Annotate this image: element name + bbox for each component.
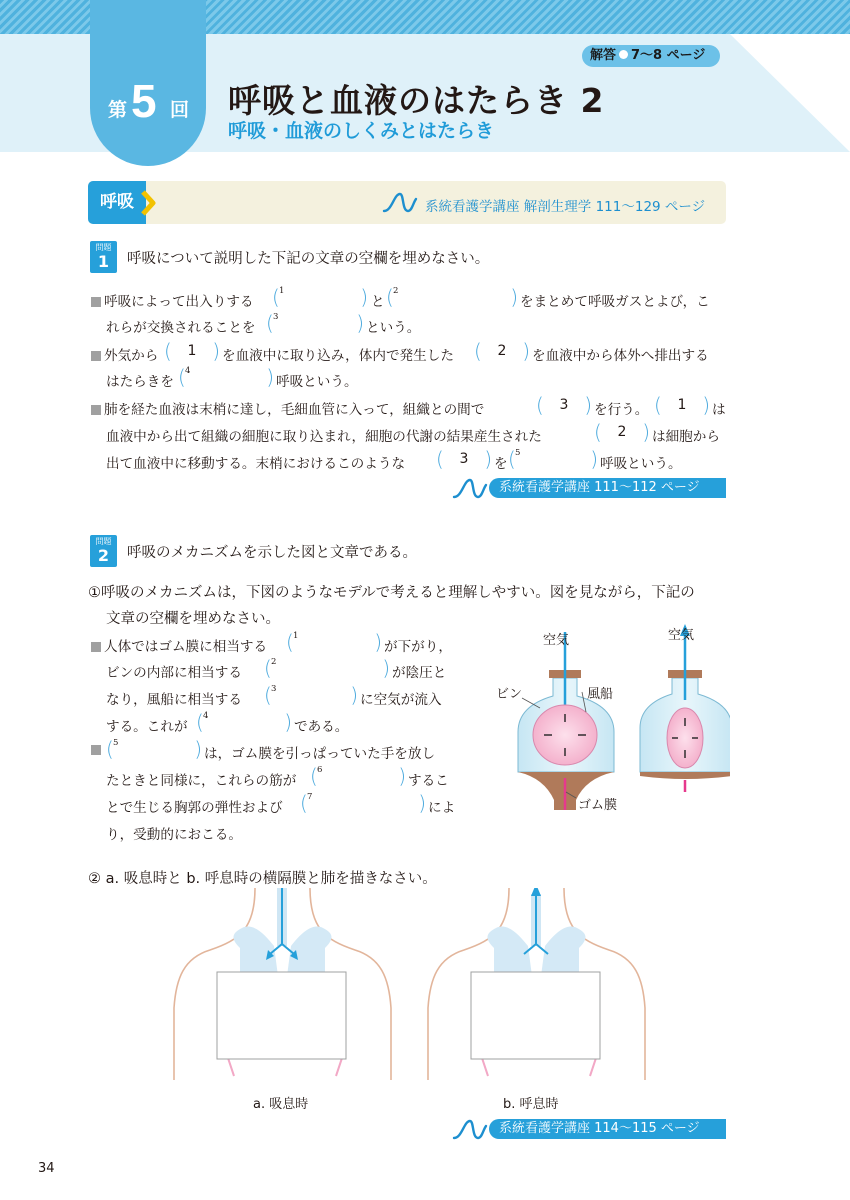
q1-p1-text: と <box>371 294 385 310</box>
answer-blank[interactable]: ( 5 ) <box>106 737 202 761</box>
q1-p3-line2: 血液中から出て組織の細胞に取り込まれ，細胞の代謝の結果産生された <box>106 429 542 445</box>
page-subtitle: 呼吸・血液のしくみとはたらき <box>228 120 495 142</box>
q1-p3-text: を行う。 <box>594 402 649 418</box>
answer-blank[interactable]: ( 4 ) <box>178 365 274 389</box>
question-number: 1 <box>97 252 110 271</box>
q1-p3-line3: 出て血液中に移動する。末梢におけるこのような <box>106 456 406 472</box>
caption-b: b. 呼息時 <box>503 1097 559 1112</box>
page-title: 呼吸と血液のはたらき 2 <box>228 81 605 120</box>
q2-text: は，ゴム膜を引っぱっていた手を放し <box>204 746 436 762</box>
question-2-tag <box>90 535 117 567</box>
reference-mark-icon <box>452 477 488 499</box>
bullet-square-icon <box>91 405 101 415</box>
chevron-right-icon <box>140 189 158 217</box>
q2-line7: とで生じる胸郭の弾性および <box>106 800 283 816</box>
q1-p2-text: を血液中から体外へ排出する <box>532 348 709 364</box>
answer-blank[interactable]: ( 2 ) <box>264 656 390 680</box>
label-air-in: 空気 <box>543 633 570 648</box>
bell-jar-model-figure <box>480 620 730 820</box>
answer-blank[interactable]: ( 7 ) <box>300 791 426 815</box>
section-label: 呼吸 <box>88 181 146 224</box>
bullet-square-icon <box>91 745 101 755</box>
q2-text: に空気が流入 <box>360 692 442 708</box>
label-balloon: 風船 <box>587 687 614 702</box>
q2-part2-instruction: ② a. 吸息時と b. 呼息時の横隔膜と肺を描きなさい。 <box>88 871 437 887</box>
q2-line3: なり，風船に相当する <box>106 692 242 708</box>
answer-blank[interactable]: ( 1 ) <box>654 393 710 417</box>
q1-p3-text: を <box>494 456 508 472</box>
lesson-number: 5 <box>131 75 157 127</box>
q1-reference: 系統看護学講座 111〜112 ページ <box>489 478 726 498</box>
bullet-square-icon <box>91 351 101 361</box>
answer-blank[interactable]: ( 2 ) <box>386 285 518 309</box>
q2-line4: する。これが <box>106 719 188 735</box>
answer-blank[interactable]: ( 3 ) <box>264 683 358 707</box>
label-air-out: 空気 <box>668 628 695 643</box>
answer-blank[interactable]: ( 3 ) <box>436 447 492 471</box>
lesson-badge <box>90 0 206 166</box>
question-2-prompt: 呼吸のメカニズムを示した図と文章である。 <box>127 545 417 561</box>
q2-text: が下がり， <box>384 639 452 655</box>
q2-line8: り，受動的におこる。 <box>106 827 242 843</box>
q1-p3-text: 呼吸という。 <box>600 456 682 472</box>
section-reference: 系統看護学講座 解剖生理学 111〜129 ページ <box>425 199 706 215</box>
q1-p1-line1: 呼吸によって出入りする <box>91 290 254 310</box>
caption-a: a. 吸息時 <box>253 1097 309 1112</box>
q2-part1-instruction-cont: 文章の空欄を埋めなさい。 <box>106 611 280 627</box>
question-number: 2 <box>97 546 110 565</box>
q1-p3-text: は <box>712 402 726 418</box>
q1-p1-text: という。 <box>366 320 421 336</box>
answer-blank[interactable]: ( 5 ) <box>508 447 598 471</box>
answer-blank[interactable]: ( 6 ) <box>310 764 406 788</box>
answer-blank[interactable]: ( 1 ) <box>164 339 220 363</box>
q1-p2-text: 呼吸という。 <box>276 374 358 390</box>
q1-p3-line1: 肺を経た血液は末梢に達し，毛細血管に入って，組織との間で <box>91 398 484 418</box>
question-1-tag <box>90 241 117 273</box>
q2-text: するこ <box>408 773 449 789</box>
q2-text: である。 <box>294 719 349 735</box>
bullet-square-icon <box>91 297 101 307</box>
question-tag-label: 問題 <box>95 537 112 546</box>
question-1-prompt: 呼吸について説明した下記の文章の空欄を埋めなさい。 <box>127 251 490 267</box>
torso-diagrams <box>170 888 730 1080</box>
q2-part1-instruction: ①呼吸のメカニズムは，下図のようなモデルで考えると理解しやすい。図を見ながら，下記の <box>88 585 695 601</box>
q2-text: によ <box>428 800 456 816</box>
answer-reference <box>582 45 720 67</box>
badge-suffix: 回 <box>170 99 190 121</box>
answer-pages: 7〜8 ページ <box>631 48 706 63</box>
torso-expiration <box>428 888 645 1080</box>
q1-p1-text: をまとめて呼吸ガスとよび，こ <box>520 294 710 310</box>
answer-blank[interactable]: ( 2 ) <box>594 420 650 444</box>
q2-line1: 人体ではゴム膜に相当する <box>91 635 267 655</box>
reference-mark-icon <box>382 191 418 213</box>
q2-line6: たときと同様に，これらの筋が <box>106 773 297 789</box>
answer-blank[interactable]: ( 3 ) <box>536 393 592 417</box>
q1-p3-text: は細胞から <box>652 429 720 445</box>
page-number: 34 <box>38 1161 55 1176</box>
label-rubber-membrane: ゴム膜 <box>578 798 618 813</box>
q2-line5 <box>91 742 104 758</box>
answer-blank[interactable]: ( 2 ) <box>474 339 530 363</box>
answer-blank[interactable]: ( 1 ) <box>286 630 382 654</box>
q2-line2: ビンの内部に相当する <box>106 665 242 681</box>
torso-inspiration <box>174 888 391 1080</box>
q1-p2-line1: 外気から <box>91 344 158 364</box>
question-tag-label: 問題 <box>95 243 112 252</box>
answer-label: 解答 <box>590 48 617 63</box>
q1-p2-line2: はたらきを <box>106 374 174 390</box>
label-bottle: ビン <box>496 687 523 702</box>
answer-blank[interactable]: ( 3 ) <box>266 311 364 335</box>
reference-mark-icon <box>452 1118 488 1140</box>
header-corner <box>730 34 850 152</box>
bullet-square-icon <box>91 642 101 652</box>
q1-p1-line2: れらが交換されることを <box>106 320 256 336</box>
q2-reference: 系統看護学講座 114〜115 ページ <box>489 1119 726 1139</box>
answer-blank[interactable]: ( 4 ) <box>196 710 292 734</box>
badge-prefix: 第 <box>108 99 128 121</box>
q2-text: が陰圧と <box>392 665 447 681</box>
bullet-icon <box>619 50 628 59</box>
q1-p2-text: を血液中に取り込み，体内で発生した <box>222 348 454 364</box>
answer-blank[interactable]: ( 1 ) <box>272 285 368 309</box>
